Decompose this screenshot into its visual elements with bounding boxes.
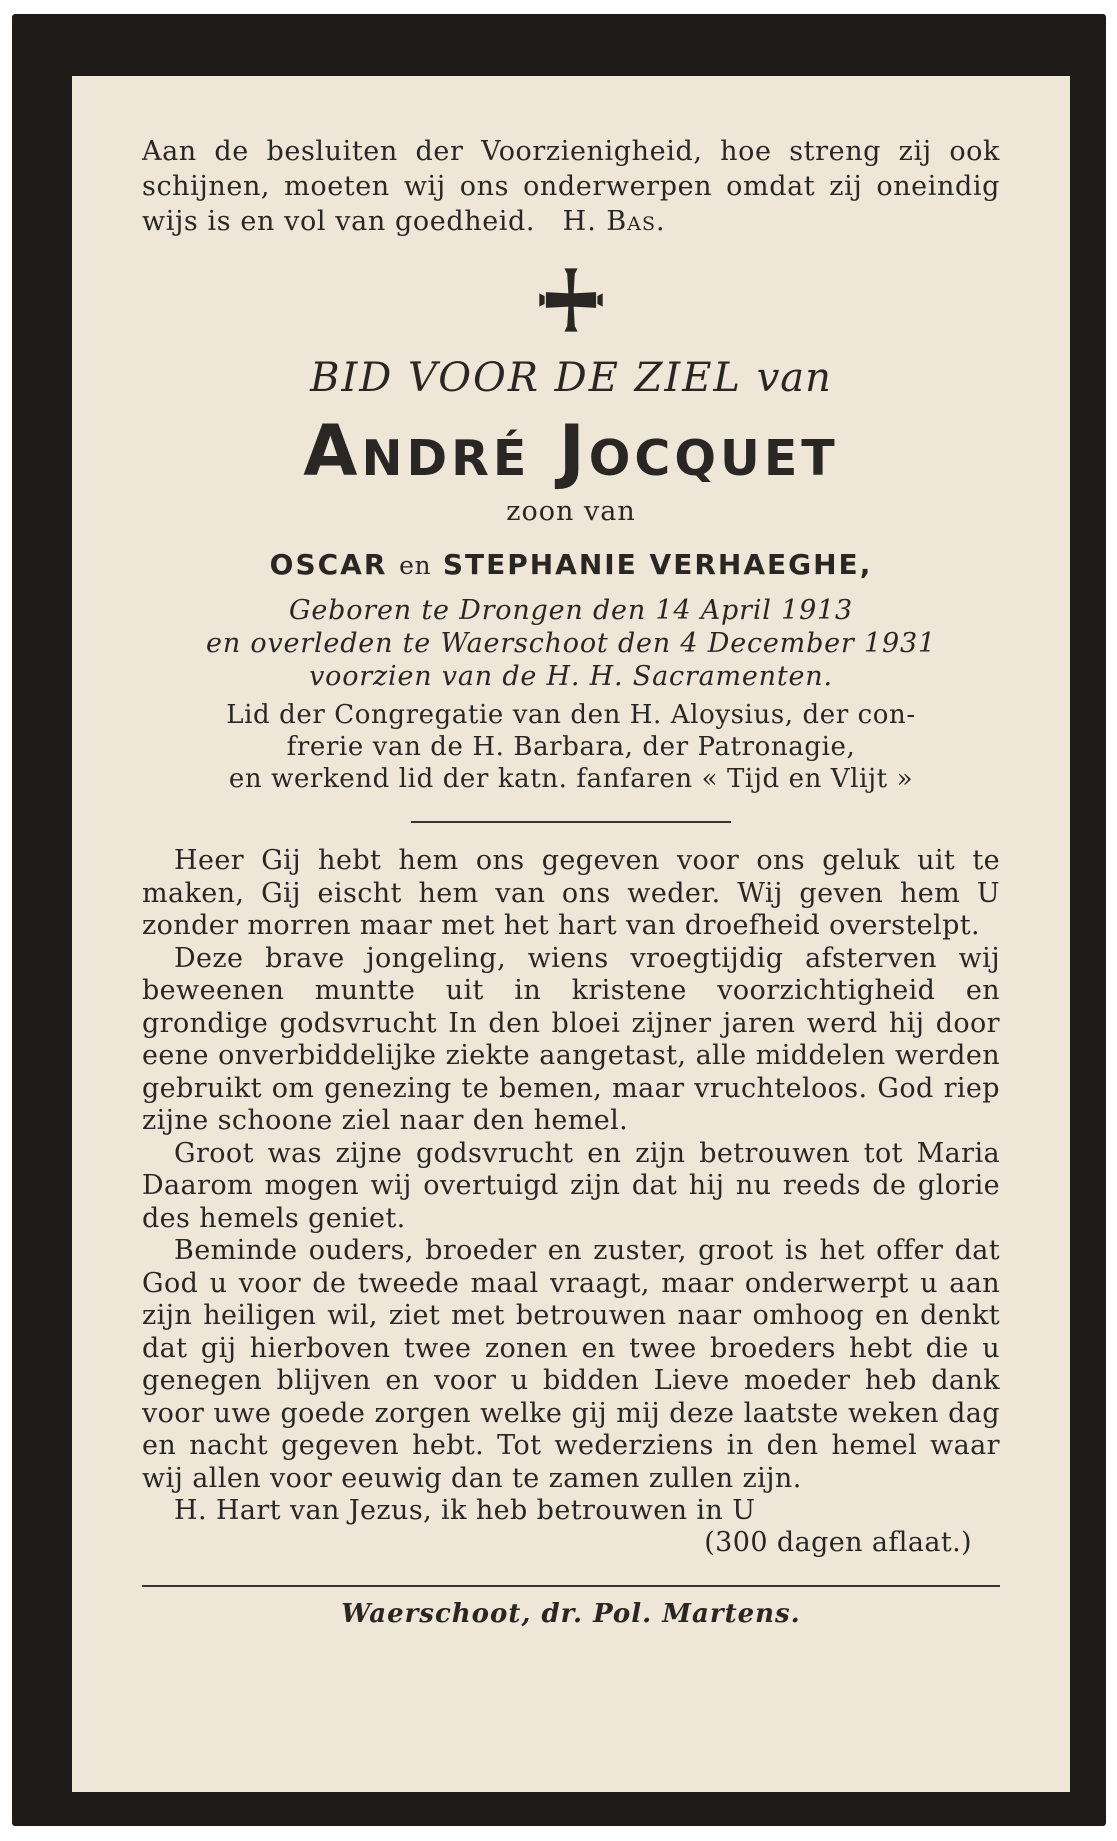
quote-author: H. Bas.: [562, 206, 666, 237]
son-of-label: zoon van: [506, 496, 636, 527]
prayer-heading-van: van: [756, 355, 832, 401]
memorial-paragraph-4: Beminde ouders, broeder en zuster, groot is het offer dat God u voor de tweede maal vraagt, maar onderwerpt u aan zijn heiligen wil, ziet met betrouwen naar omhoog en denkt dat gij hierboven twee zonen en twee broeders hebt die u genegen blijven en voor u bidden Lieve moeder heb dank voor uwe goede zorgen welke gij mij deze laatste weken dag en nacht gegeven hebt. Tot wederziens in den hemel waar wij allen voor eeuwig dan te zamen zullen zijn.: [142, 1235, 1000, 1494]
closing-prayer: H. Hart van Jezus, ik heb betrouwen in U: [174, 1495, 756, 1526]
mourning-card-border: [12, 14, 1106, 1826]
printer-imprint: Waerschoot, dr. Pol. Martens.: [341, 1599, 801, 1629]
membership-line-2: frerie van de H. Barbara, der Patronagie,: [286, 732, 856, 762]
indulgence-note: (300 dagen aflaat.): [704, 1527, 972, 1558]
memorial-text: [142, 845, 1000, 1495]
prayer-heading: [142, 353, 1000, 403]
father-name: OSCAR: [269, 548, 388, 581]
memorial-paragraph-1: Heer Gij hebt hem ons gegeven voor ons geluk uit te maken, Gij eischt hem van ons weder. Wij geven hem U zonder morren maar met het hart van droefheid overstelpt.: [142, 845, 1000, 941]
section-divider: [411, 821, 731, 823]
mourning-card: [72, 76, 1070, 1792]
mother-name: STEPHANIE VERHAEGHE,: [442, 548, 873, 581]
parents-names: [142, 547, 1000, 584]
deceased-first-name: André: [303, 410, 531, 492]
deceased-name: [142, 411, 1000, 491]
sacraments-line: voorzien van de H. H. Sacramenten.: [309, 661, 833, 692]
memberships: [142, 699, 1000, 795]
deceased-last-name: Jocquet: [558, 410, 839, 492]
prayer-heading-text: BID VOOR DE ZIEL: [310, 355, 742, 401]
membership-line-3: en werkend lid der katn. fanfaren « Tijd en Vlijt »: [228, 764, 914, 794]
footer-divider: [142, 1585, 1000, 1587]
membership-line-1: Lid der Congregatie van den H. Aloysius, der con-: [226, 700, 916, 730]
memorial-paragraph-2: Deze brave jongeling, wiens vroegtijdig afsterven wij beweenen muntte uit in kristene voorzichtigheid en grondige godsvrucht In den bloei zijner jaren werd hij door eene onverbiddelijke ziekte aangetast, alle middelen werden gebruikt om genezing te bemen, maar vruchteloos. God riep zijne schoone ziel naar den hemel.: [142, 942, 1000, 1136]
parents-conjunction: en: [399, 551, 432, 580]
quote-text: Aan de besluiten der Voorzienigheid, hoe streng zij ook schijnen, moeten wij ons onderwerpen omdat zij oneindig wijs is en vol van goedheid.: [142, 136, 1000, 237]
birth-line: Geboren te Drongen den 14 April 1913: [288, 595, 853, 626]
cross-icon: [538, 267, 604, 333]
death-line: en overleden te Waerschoot den 4 December 1931: [206, 628, 936, 659]
memorial-paragraph-3: Groot was zijne godsvrucht en zijn betrouwen tot Maria Daarom mogen wij overtuigd zijn dat hij nu reeds de glorie des hemels geniet.: [142, 1137, 1000, 1234]
opening-quote: [142, 134, 1000, 239]
birth-death-details: [142, 594, 1000, 693]
